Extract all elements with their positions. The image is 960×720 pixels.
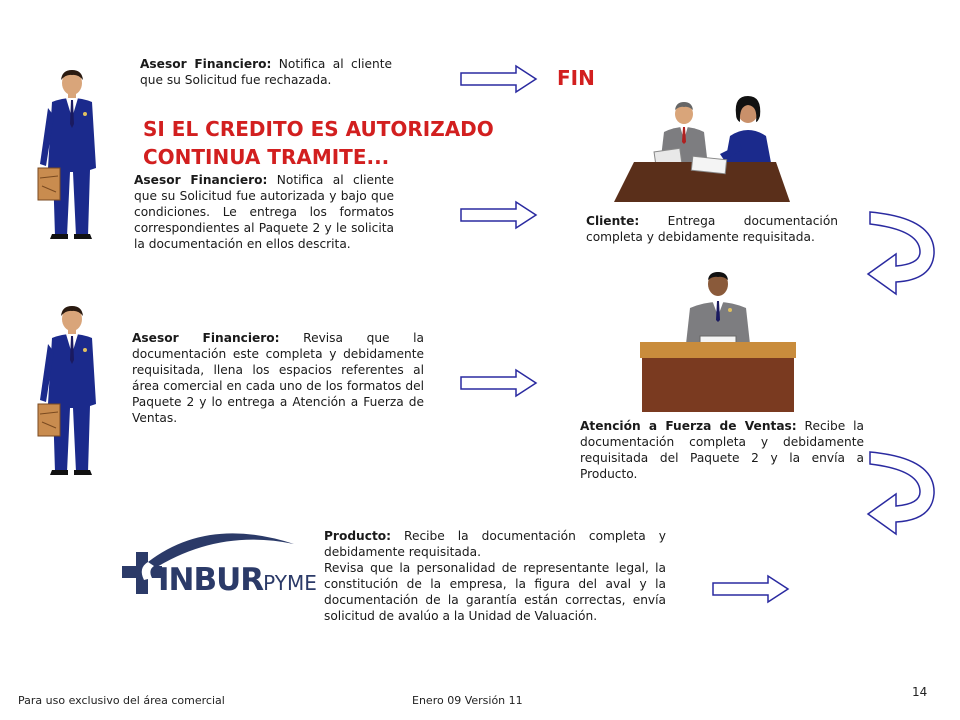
arrow-right-icon [460, 64, 538, 94]
step3-text: Cliente: Entrega documentación completa y debidamente requisitada. [586, 214, 838, 244]
footer-version: Enero 09 Versión 11 [412, 694, 523, 707]
inburpyme-logo [118, 522, 318, 622]
arrow-right-icon [460, 200, 538, 230]
logo-wordmark: INBURPYME [158, 562, 317, 598]
step6-text: Producto: Recibe la documentación completa y debidamente requisitada. Revisa que la personalidad de representante legal, la constitución de la empresa, la figura del aval y la documentación de la garantía están correctas, envía solicitud de avalúo a la Unidad de Valuación. [324, 529, 666, 623]
curved-arrow-icon [866, 208, 940, 296]
arrow-right-icon [460, 368, 538, 398]
client-meeting-illustration [612, 92, 792, 202]
step1-text: Asesor Financiero: Notifica al cliente que su Solicitud fue rechazada. [140, 57, 392, 87]
sales-desk-illustration [638, 270, 798, 412]
authorized-headline: SI EL CREDITO ES AUTORIZADO CONTINUA TRAMITE... [143, 117, 494, 169]
advisor-figure-1 [30, 68, 110, 240]
arrow-right-icon [712, 574, 790, 604]
step5-text: Atención a Fuerza de Ventas: Recibe la documentación completa y debidamente requisitada del Paquete 2 y la envía a Producto. [580, 419, 864, 481]
step2-text: Asesor Financiero: Notifica al cliente que su Solicitud fue autorizada y bajo que condiciones. Le entrega los formatos correspondientes al Paquete 2 y le solicita la documentación en ellos descrita. [134, 173, 394, 251]
advisor-figure-2 [30, 304, 110, 476]
step4-text: Asesor Financiero: Revisa que la documentación este completa y debidamente requisitada, llena los espacios referentes al área comercial en cada uno de los formatos del Paquete 2 y lo entrega a Atención a Fuerza de Ventas. [132, 331, 424, 425]
curved-arrow-icon [866, 448, 940, 536]
page-number: 14 [912, 685, 928, 699]
footer-left-note: Para uso exclusivo del área comercial [18, 694, 225, 707]
fin-label: FIN [557, 66, 595, 90]
